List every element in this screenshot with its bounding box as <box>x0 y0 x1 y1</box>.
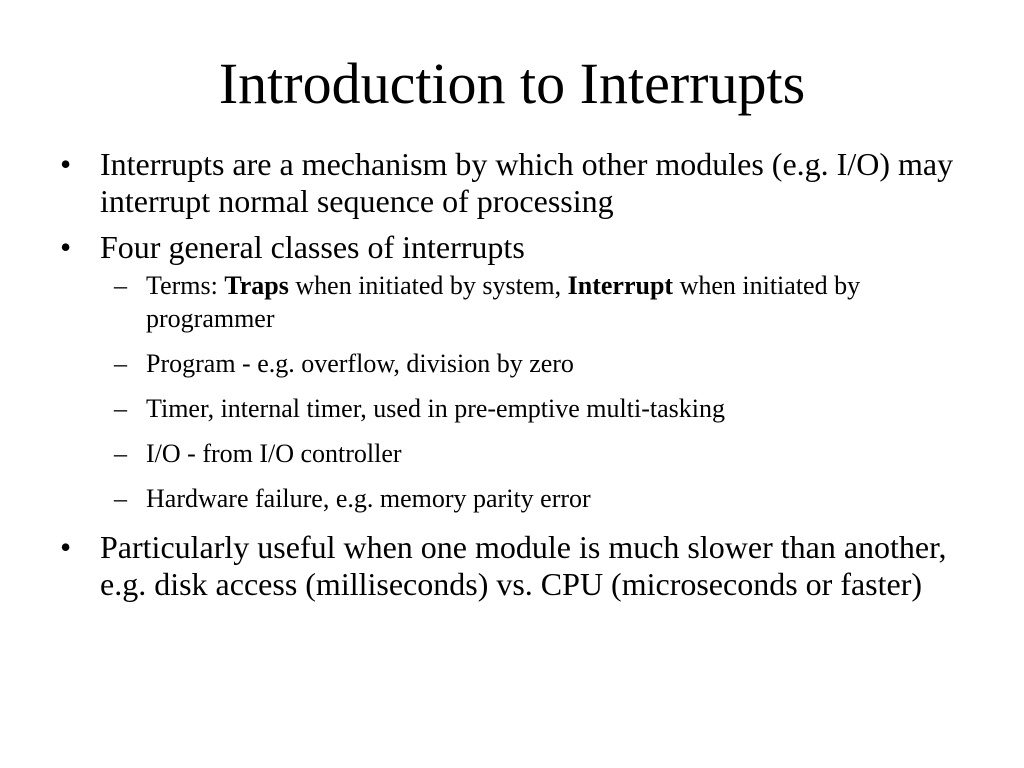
sub-bullet-item <box>100 437 960 470</box>
sub-bullet-item <box>100 269 960 335</box>
sub-bullet-text: Timer, internal timer, used in pre-emptive multi-tasking <box>146 394 725 423</box>
bullet-icon: • <box>60 529 72 565</box>
dash-icon: – <box>114 439 127 468</box>
dash-icon: – <box>114 349 127 378</box>
sub-bullet-text-suffix: when initiated by programmer <box>146 271 861 333</box>
bullet-text: Particularly useful when one module is much slower than another, e.g. disk access (milliseconds) vs. CPU (microseconds or faster) <box>100 529 947 602</box>
dash-icon: – <box>114 394 127 423</box>
bullet-icon: • <box>60 146 72 182</box>
sub-bullet-text-middle: when initiated by system, <box>288 271 568 300</box>
bullet-list <box>60 146 960 603</box>
bullet-icon: • <box>60 229 72 265</box>
bullet-item <box>60 229 960 515</box>
sub-bullet-text: I/O - from I/O controller <box>146 439 402 468</box>
bullet-text: Four general classes of interrupts <box>100 229 525 265</box>
sub-bullet-text-prefix: Terms: <box>146 271 225 300</box>
bullet-item <box>60 146 960 220</box>
sub-bullet-item <box>100 347 960 380</box>
sub-bullet-text: Program - e.g. overflow, division by zero <box>146 349 574 378</box>
sub-bullet-list <box>100 269 960 515</box>
term-interrupt: Interrupt <box>567 271 674 300</box>
bullet-text: Interrupts are a mechanism by which other modules (e.g. I/O) may interrupt normal sequence of processing <box>100 146 954 219</box>
sub-bullet-item <box>100 392 960 425</box>
sub-bullet-item <box>100 482 960 515</box>
dash-icon: – <box>114 271 127 300</box>
slide-title: Introduction to Interrupts <box>218 51 806 116</box>
sub-bullet-text: Hardware failure, e.g. memory parity error <box>146 484 591 513</box>
dash-icon: – <box>114 484 127 513</box>
bullet-item <box>60 529 960 603</box>
term-traps: Traps <box>224 271 289 300</box>
